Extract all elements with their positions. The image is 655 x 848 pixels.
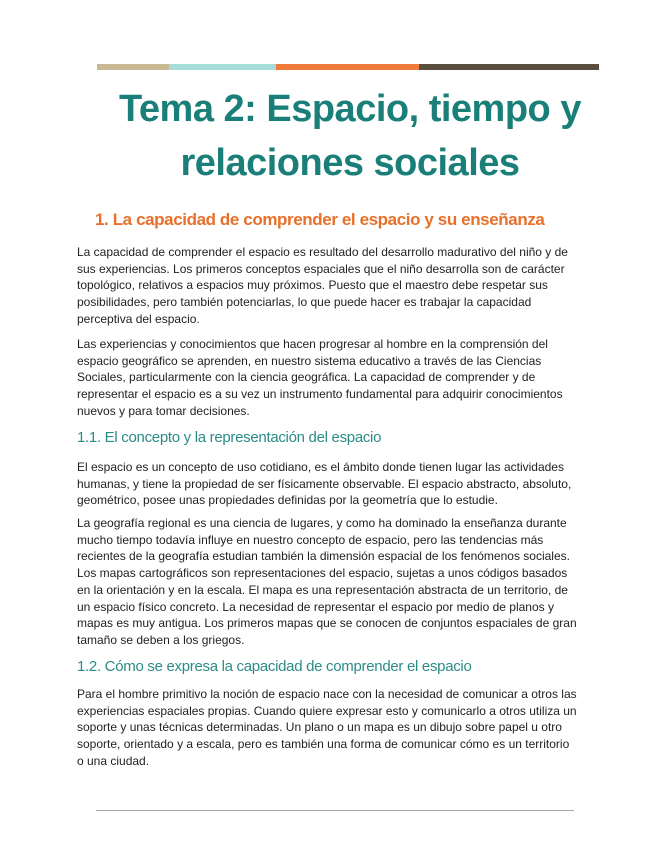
color-bar-segment-4 bbox=[419, 64, 599, 70]
page-title-line-2: relaciones sociales bbox=[180, 142, 520, 184]
page-title-line-1: Tema 2: Espacio, tiempo y bbox=[119, 88, 581, 130]
section-heading-1: 1. La capacidad de comprender el espacio y su enseñanza bbox=[95, 210, 545, 229]
color-bar-segment-2 bbox=[169, 64, 276, 70]
paragraph-3: El espacio es un concepto de uso cotidiano, es el ámbito donde tienen lugar las actividades humanas, y tiene la propiedad de ser físicamente observable. El espacio abstracto, absoluto, geométrico, posee unas propiedades definidas por la geometría que lo estudie. bbox=[77, 460, 572, 508]
color-bar-segment-1 bbox=[97, 64, 169, 70]
subsection-heading-1-2: 1.2. Cómo se expresa la capacidad de comprender el espacio bbox=[77, 658, 472, 675]
color-bar-segment-3 bbox=[276, 64, 419, 70]
page-title bbox=[60, 82, 640, 190]
paragraph-1: La capacidad de comprender el espacio es resultado del desarrollo madurativo del niño y de sus experiencias. Los primeros conceptos espaciales que el niño desarrolla son de carácter topológico, relativos a espacios muy próximos. Puesto que el maestro debe respetar sus posibilidades, pero también potenciarlas, lo que puede hacer es trabajar la capacidad perceptiva del espacio. bbox=[77, 245, 568, 326]
paragraph-2: Las experiencias y conocimientos que hacen progresar al hombre en la comprensión del espacio geográfico se aprenden, en nuestro sistema educativo a través de las Ciencias Sociales, particularmente con la ciencia geográfica. La capacidad de comprender y de representar el espacio es a su vez un instrumento fundamental para adquirir conocimientos nuevos y para tomar decisiones. bbox=[77, 337, 563, 418]
footer-divider bbox=[96, 810, 574, 811]
subsection-heading-1-1: 1.1. El concepto y la representación del espacio bbox=[77, 429, 382, 446]
paragraph-5: Para el hombre primitivo la noción de espacio nace con la necesidad de comunicar a otros las experiencias espaciales propias. Cuando quiere expresar esto y comunicarlo a otros utiliza un soporte y unas técnicas determinadas. Un plano o un mapa es un dibujo sobre papel u otro soporte, orientado y a escala, pero es también una forma de comunicar cómo es un territorio o una ciudad. bbox=[77, 687, 577, 768]
header-color-bar bbox=[97, 64, 599, 70]
paragraph-4: La geografía regional es una ciencia de lugares, y como ha dominado la enseñanza durante mucho tiempo todavía influye en nuestro concepto de espacio, pero las tendencias más recientes de la geografía estudian también la dimensión espacial de los fenómenos sociales. Los mapas cartográficos son representaciones del espacio, sujetas a unos códigos basados en la orientación y en la escala. El mapa es una representación abstracta de un territorio, de un espacio físico concreto. La necesidad de representar el espacio por medio de planos y mapas es muy antigua. Los primeros mapas que se conocen de conjuntos espaciales de gran tamaño se deben a los griegos. bbox=[77, 516, 577, 647]
